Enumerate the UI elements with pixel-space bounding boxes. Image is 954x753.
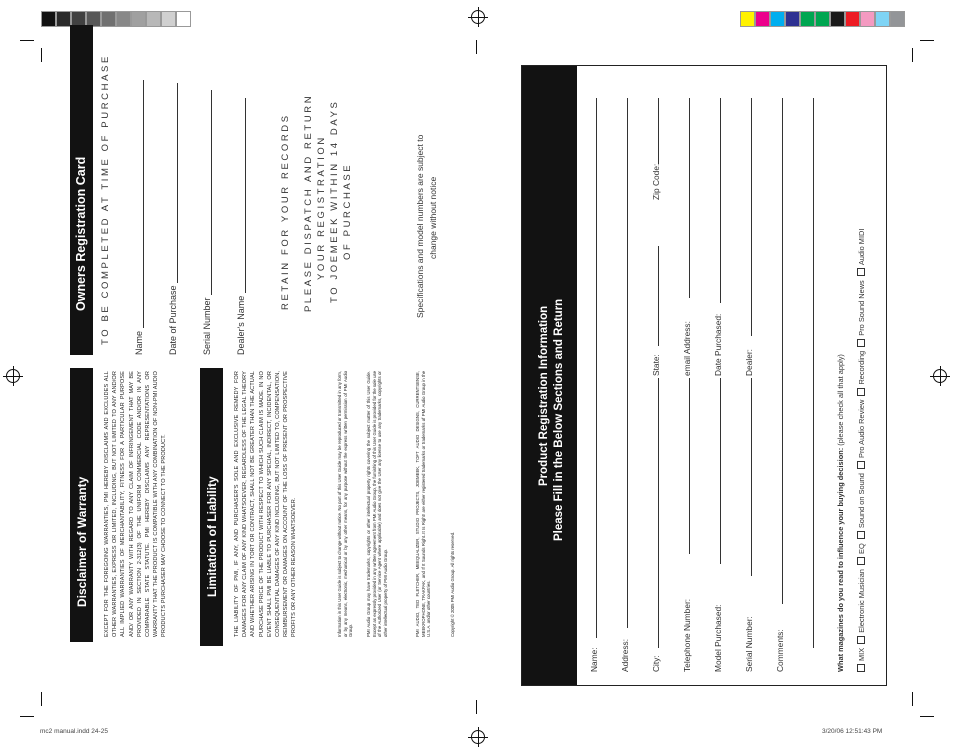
color-swatch — [740, 11, 755, 27]
telephone-label: Telephone Number: — [682, 598, 692, 672]
date-purchased-input[interactable] — [720, 98, 721, 303]
checkbox-mix[interactable]: MIX — [857, 648, 866, 672]
registration-mark — [933, 369, 947, 383]
dispatch-line-3: TO JOEMEEK WITHIN 14 DAYS — [329, 99, 340, 303]
email-input[interactable] — [689, 98, 690, 298]
telephone-input[interactable] — [689, 378, 690, 554]
color-swatch — [56, 11, 71, 27]
liability-header — [200, 368, 223, 646]
color-swatch — [785, 11, 800, 27]
liability-title: Limitation of Liability — [205, 476, 219, 597]
address-label: Address: — [620, 638, 630, 672]
color-swatch — [146, 11, 161, 27]
registration-mark — [6, 369, 20, 383]
color-calibration-bar — [740, 11, 905, 27]
crop-mark — [20, 40, 34, 41]
city-input[interactable] — [658, 378, 659, 648]
owners-date-field[interactable] — [168, 83, 178, 355]
checkbox-pro-audio-review[interactable]: Pro Audio Review — [857, 400, 866, 469]
state-label: State: — [651, 354, 661, 376]
color-swatch — [116, 11, 131, 27]
footer-filename: mc2 manual.indd 24-25 — [40, 728, 108, 735]
product-registration-header — [522, 66, 577, 685]
owners-serial-label: Serial Number — [202, 297, 212, 355]
liability-body: THE LIABILITY OF PMI, IF ANY, AND PURCHASER'S SOLE AND EXCLUSIVE REMEDY FOR DAMAGES FOR ANY CLAIM OF ANY KIND WHATSOEVER, REGARDLESS OF THE LEGAL THEORY AND WHETHER ARISING IN TORT OR CONTRACT, SHALL NOT BE GREATER THAN THE ACTUAL PURCHASE PRICE OF THE PRODUCT WITH RESPECT TO WHICH SUCH CLAIM IS MADE. IN NO EVENT SHALL PMI BE LIABLE TO PURCHASER FOR ANY SPECIAL, INDIRECT, INCIDENTAL, OR CONSEQUENTIAL DAMAGES OF ANY KIND INCLUDING, BUT NOT LIMITED TO, COMPENSATION, REIMBURSEMENT OR DAMAGES ON ACCOUNT OF THE LOSS OF PRESENT OR PROSPECTIVE PROFITS OR ANY OTHER REASON WHATSOEVER. — [234, 371, 298, 637]
checkbox-pro-sound-news[interactable]: Pro Sound News — [857, 280, 866, 346]
crop-mark — [41, 48, 42, 62]
dispatch-line-4: OF PURCHASE — [342, 162, 353, 260]
crop-mark — [476, 700, 477, 714]
owners-name-label: Name — [134, 330, 144, 355]
serial-label: Serial Number: — [744, 616, 754, 672]
crop-mark — [912, 48, 913, 62]
name-input[interactable] — [596, 98, 597, 638]
checkbox-icon — [857, 461, 865, 469]
checkbox-icon — [857, 339, 865, 347]
color-swatch — [176, 11, 191, 27]
crop-mark — [920, 40, 934, 41]
color-swatch — [815, 11, 830, 27]
gray-calibration-bar — [41, 11, 191, 27]
registration-mark — [471, 730, 485, 744]
dispatch-line-1: PLEASE DISPATCH AND RETURN — [303, 93, 314, 312]
name-label: Name: — [589, 647, 599, 672]
checkbox-audio-midi[interactable]: Audio MIDI — [857, 229, 866, 277]
color-swatch — [101, 11, 116, 27]
owners-dealer-field[interactable] — [236, 98, 246, 355]
color-swatch — [41, 11, 56, 27]
serial-input[interactable] — [751, 378, 752, 576]
checkbox-electronic-musician[interactable]: Electronic Musician — [857, 569, 866, 644]
magazines-question — [836, 354, 845, 672]
checkbox-icon — [857, 388, 865, 396]
color-swatch — [800, 11, 815, 27]
intellectual-property-notice: PMI Audio Group may have trademarks, copyrights or other intellectual property rights covering the subject matter of this User Guide. Except as expressly provided in any written agreement from PMI Audio Group, the furnishing of this User Guide is provided for the sole use of the Authorized User (or Service Agent where applicable) and does not give the User any license to use any trademarks, copyrights or other intellectual property of PMI Audio Group. — [366, 371, 388, 637]
address-input[interactable] — [627, 98, 628, 628]
color-swatch — [875, 11, 890, 27]
disclaimer-body: EXCEPT FOR THE FOREGOING WARRANTIES, PMI HEREBY DISCLAIMS AND EXCLUDES ALL OTHER WARRANTIES, EXPRESS OR LIMITED, INCLUDING, BUT NOT LIMITED TO ANY AND/OR ALL IMPLIED WARRANTIES OF MERCHANTABILITY, FITNESS FOR A PARTICULAR PURPOSE AND/ OR ANY WARRANTY WITH REGARD TO ANY CLAIM OF INFRINGEMENT THAT MAY BE PROVIDED IN SECTION 2-312(3) OF THE UNIFORM COMMERCIAL CODE AND/OR IN ANY COMPARABLE STATE STATUTE. PMI HEREBY DISCLAIMS ANY REPRESENTATIONS OR WARRANTY THAT THE PRODUCT IS COMPATIBLE WITH ANY COMBINATION OF NON-PMI AUDIO PRODUCTS PURCHASER MAY CHOOSE TO CONNECT TO THE PRODUCT. — [104, 371, 168, 637]
owners-card-title: Owners Registration Card — [74, 156, 88, 311]
owners-card-header — [70, 25, 93, 355]
copyright-text: Copyright © 2005 PMI Audio Group. All rights reserved. — [450, 531, 455, 637]
disclaimer-title: Disclaimer of Warranty — [75, 476, 89, 607]
owners-name-field[interactable] — [134, 80, 144, 355]
checkbox-icon — [857, 531, 865, 539]
color-swatch — [755, 11, 770, 27]
product-registration-title: Product Registration Information — [538, 305, 550, 486]
trademark-notice: PMI AUDIO, TED FLETCHER, MEEQUALIZER, STUDIO PROJECTS, JOEMEEK, TOFT AUDIO DESIGNS, CURRENTSENSE, MEEKROPHONE, TRAKPAK, and If It Sounds Right..It Is Right! are either registered trademarks or trademarks of PMI Audio Group in the U.S.A. and/or other countries. — [415, 371, 432, 637]
magazines-question-note: (please check all that apply) — [836, 354, 845, 446]
dealer-input[interactable] — [751, 98, 752, 336]
spec-note-line-1: Specifications and model numbers are subject to — [415, 134, 425, 318]
owners-dealer-label: Dealer's Name — [236, 295, 246, 355]
checkbox-icon — [857, 268, 865, 276]
comments-input-line-2[interactable] — [813, 98, 814, 648]
city-label: City: — [651, 655, 661, 672]
color-swatch — [860, 11, 875, 27]
color-swatch — [161, 11, 176, 27]
color-swatch — [845, 11, 860, 27]
color-swatch — [830, 11, 845, 27]
checkbox-icon — [857, 557, 865, 565]
owners-date-label: Date of Purchase — [168, 285, 178, 355]
owners-serial-field[interactable] — [202, 90, 212, 355]
date-purchased-label: Date Purchased: — [713, 313, 723, 376]
spec-note-line-2: change without notice — [428, 176, 438, 259]
state-input[interactable] — [658, 246, 659, 346]
checkbox-eq[interactable]: EQ — [857, 543, 866, 565]
color-swatch — [890, 11, 905, 27]
dispatch-line-2: YOUR REGISTRATION — [316, 135, 327, 280]
comments-input-line-1[interactable] — [782, 98, 783, 604]
model-label: Model Purchased: — [713, 604, 723, 672]
email-label: email Address: — [682, 321, 692, 376]
color-swatch — [131, 11, 146, 27]
product-registration-subtitle: Please Fill in the Below Sections and Return — [553, 298, 565, 541]
magazine-checklist — [857, 229, 866, 672]
checkbox-icon — [857, 636, 865, 644]
disclaimer-header — [70, 368, 93, 642]
product-registration-form — [521, 65, 887, 686]
crop-mark — [912, 692, 913, 706]
crop-mark — [41, 692, 42, 706]
user-guide-notice: Information in this User Guide is subject to change without notice. No part of this User Guide may be reproduced or transmitted in any form, or by any means, electronic, mechanical or by any other means, for any purpose without the express written permission of PMI Audio Group. — [337, 371, 354, 637]
dealer-label: Dealer: — [744, 349, 754, 376]
registration-mark — [471, 10, 485, 24]
retain-notice: RETAIN FOR YOUR RECORDS — [280, 113, 291, 310]
footer-timestamp: 3/20/06 12:51:43 PM — [822, 728, 883, 735]
comments-label: Comments: — [775, 629, 785, 672]
magazines-question-text: What magazines do you read to influence your buying decision: — [836, 447, 845, 672]
zip-label: Zip Code: — [651, 163, 661, 200]
owners-card-subtitle: TO BE COMPLETED AT TIME OF PURCHASE — [100, 54, 111, 345]
checkbox-recording[interactable]: Recording — [857, 351, 866, 396]
checkbox-icon — [857, 664, 865, 672]
color-swatch — [770, 11, 785, 27]
crop-mark — [476, 40, 477, 54]
crop-mark — [20, 716, 34, 717]
checkbox-sound-on-sound[interactable]: Sound on Sound — [857, 473, 866, 539]
zip-input[interactable] — [658, 98, 659, 164]
crop-mark — [920, 716, 934, 717]
model-input[interactable] — [720, 378, 721, 564]
